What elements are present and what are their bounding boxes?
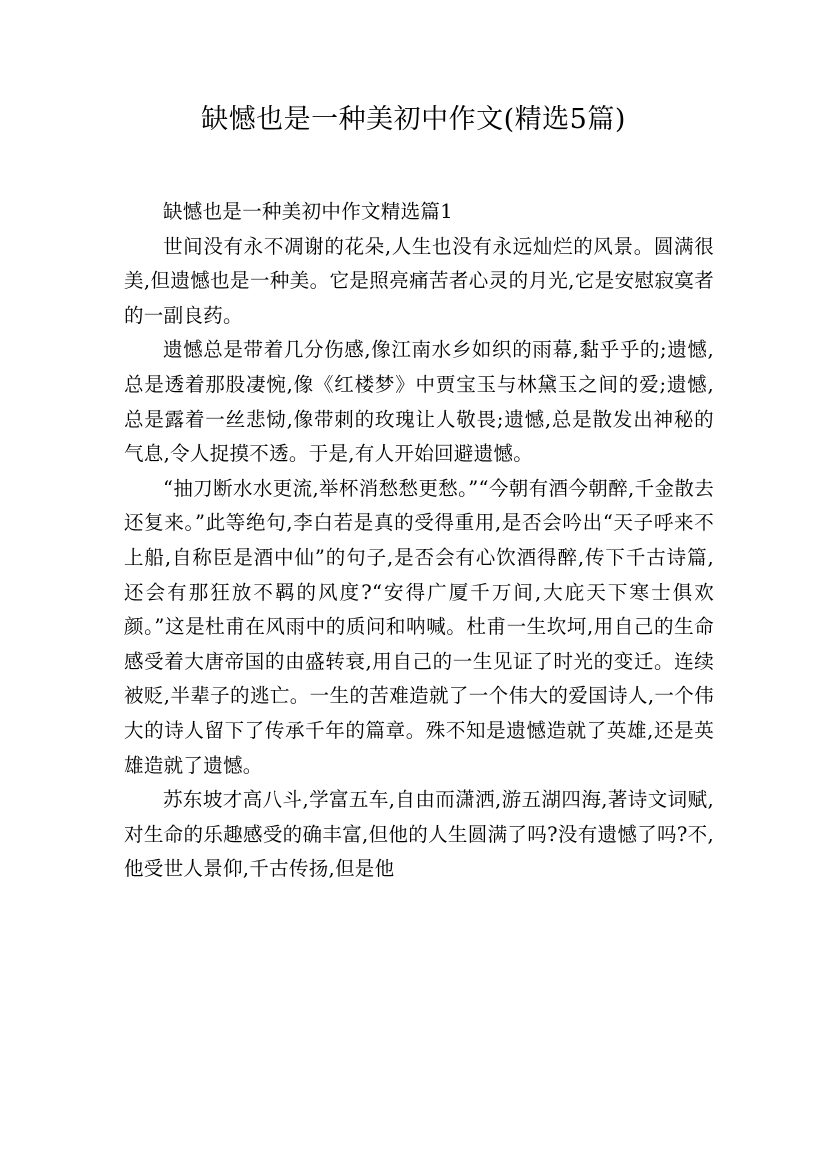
document-body: [124, 195, 714, 887]
paragraph-4: 苏东坡才高八斗,学富五车,自由而潇洒,游五湖四海,著诗文词赋,对生命的乐趣感受的确丰富,但他的人生圆满了吗?没有遗憾了吗?不,他受世人景仰,千古传扬,但是他: [124, 788, 714, 881]
paragraph-1: 世间没有永不凋谢的花朵,人生也没有永远灿烂的风景。圆满很美,但遗憾也是一种美。它是照亮痛苦者心灵的月光,它是安慰寂寞者的一副良药。: [124, 234, 714, 327]
document-title: 缺憾也是一种美初中作文(精选5篇): [201, 104, 626, 135]
paragraph-3: “抽刀断水水更流,举杯消愁愁更愁。”“今朝有酒今朝醉,千金散去还复来。”此等绝句,李白若是真的受得重用,是否会吟出“天子呼来不上船,自称臣是酒中仙”的句子,是否会有心饮酒得醉,传下千古诗篇,还会有那狂放不羁的风度?“安得广厦千万间,大庇天下寒士俱欢颜。”这是杜甫在风雨中的质问和呐喊。杜甫一生坎坷,用自己的生命感受着大唐帝国的由盛转衰,用自己的一生见证了时光的变迁。连续被贬,半辈子的逃亡。一生的苦难造就了一个伟大的爱国诗人,一个伟大的诗人留下了传承千年的篇章。殊不知是遗憾造就了英雄,还是英雄造就了遗憾。: [124, 476, 714, 777]
section-heading: 缺憾也是一种美初中作文精选篇1: [163, 200, 453, 223]
paragraph-2: 遗憾总是带着几分伤感,像江南水乡如织的雨幕,黏乎乎的;遗憾,总是透着那股凄惋,像《红楼梦》中贾宝玉与林黛玉之间的爱;遗憾,总是露着一丝悲恸,像带刺的玫瑰让人敬畏;遗憾,总是散发出神秘的气息,令人捉摸不透。于是,有人开始回避遗憾。: [124, 338, 714, 466]
